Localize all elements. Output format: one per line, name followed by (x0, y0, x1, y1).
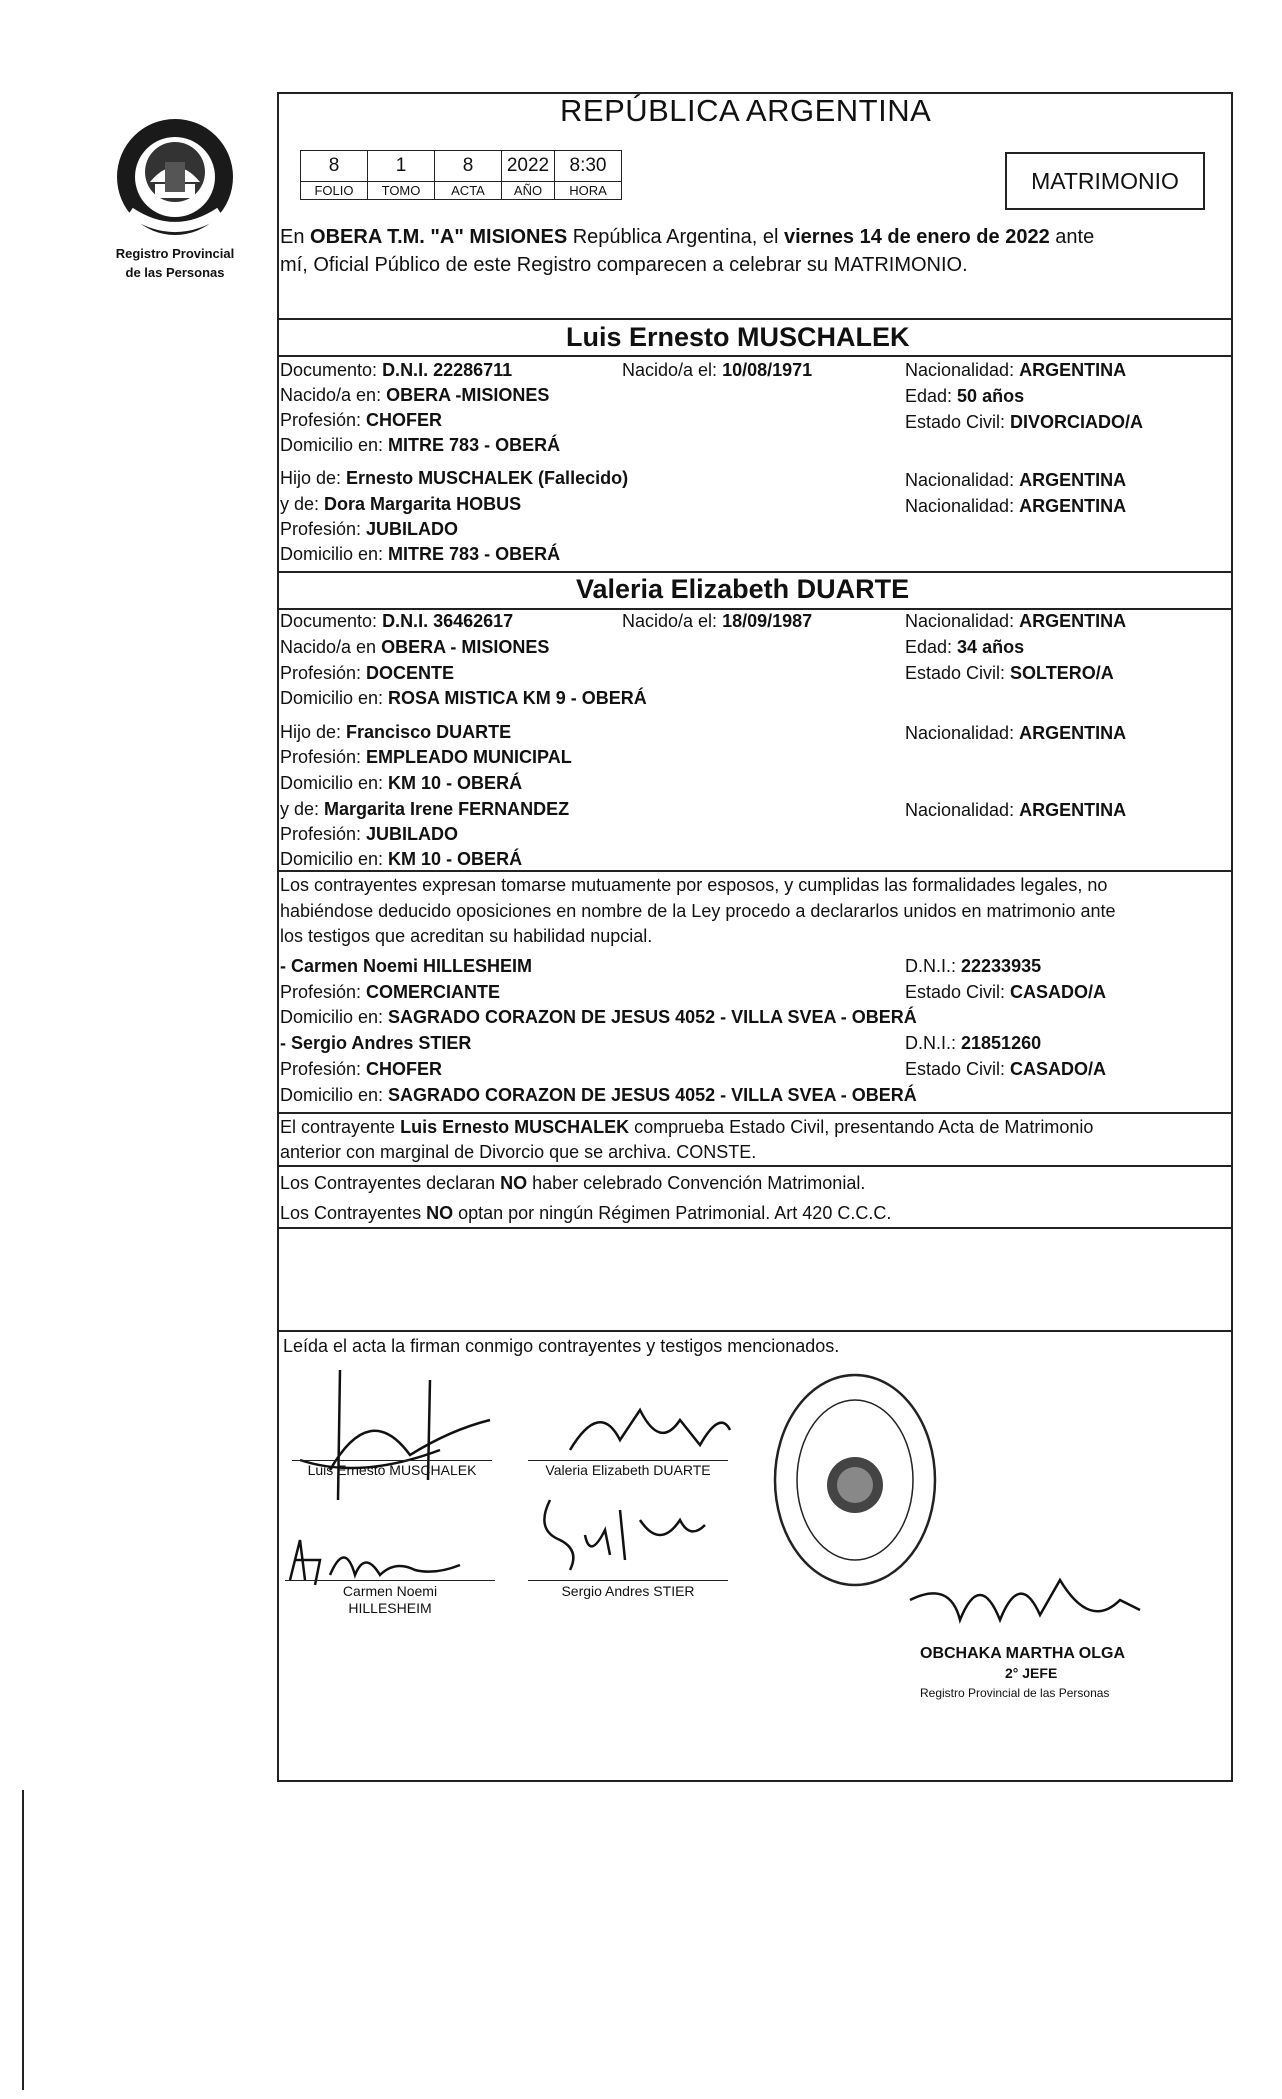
anio-label: AÑO (502, 182, 555, 200)
note-convention: Los Contrayentes declaran NO haber celebrado Convención Matrimonial. (280, 1173, 866, 1193)
registry-org-line1: Registro Provincial (115, 246, 235, 261)
witness-2-dni: D.N.I.: 21851260 (905, 1033, 1042, 1053)
bride-mother: y de: Margarita Irene FERNANDEZ (280, 799, 570, 819)
official-role: 2° JEFE (1005, 1665, 1058, 1681)
intro-line-2: mí, Oficial Público de este Registro comparecen a celebrar su MATRIMONIO. (280, 254, 968, 276)
witness-1-signature-line (285, 1580, 495, 1581)
acta-value: 8 (435, 151, 502, 182)
witness-1-signature-label-line2: HILLESHEIM (348, 1600, 432, 1616)
witness-1-profession: Profesión: COMERCIANTE (280, 982, 501, 1002)
groom-age: Edad: 50 años (905, 386, 1025, 406)
bride-nationality: Nacionalidad: ARGENTINA (905, 611, 1127, 631)
bride-document: Documento: D.N.I. 36462617 (280, 611, 514, 631)
page-title: REPÚBLICA ARGENTINA (560, 93, 932, 128)
groom-father-nationality: Nacionalidad: ARGENTINA (905, 470, 1127, 490)
tomo-value: 1 (368, 151, 435, 182)
divider (277, 870, 1233, 872)
witness-1-address: Domicilio en: SAGRADO CORAZON DE JESUS 4052 - VILLA SVEA - OBERÁ (280, 1007, 917, 1027)
bride-profession: Profesión: DOCENTE (280, 663, 455, 683)
bride-signature-icon (560, 1390, 740, 1470)
divider (277, 318, 1233, 320)
closing-statement: Leída el acta la firman conmigo contrayentes y testigos mencionados. (283, 1336, 840, 1356)
note-civil-status-1: El contrayente Luis Ernesto MUSCHALEK comprueba Estado Civil, presentando Acta de Matrimonio (280, 1117, 1094, 1137)
hora-label: HORA (555, 182, 622, 200)
declaration-line-2: habiéndose deducido oposiciones en nombre de la Ley procedo a declararlos unidos en matrimonio ante (280, 901, 1116, 921)
folio-value: 8 (301, 151, 368, 182)
witness-2-signature-line (528, 1580, 728, 1581)
bride-name: Valeria Elizabeth DUARTE (576, 574, 910, 604)
witness-2-profession: Profesión: CHOFER (280, 1059, 443, 1079)
bride-father: Hijo de: Francisco DUARTE (280, 722, 512, 742)
groom-document: Documento: D.N.I. 22286711 (280, 360, 513, 380)
groom-name: Luis Ernesto MUSCHALEK (566, 322, 910, 352)
divider (277, 571, 1233, 573)
groom-civil-status: Estado Civil: DIVORCIADO/A (905, 412, 1144, 432)
witness-1-dni: D.N.I.: 22233935 (905, 956, 1042, 976)
bride-birthplace: Nacido/a en OBERA - MISIONES (280, 637, 550, 657)
declaration-line-3: los testigos que acreditan su habilidad nupcial. (280, 926, 653, 946)
divider (277, 1227, 1233, 1229)
bride-father-nationality: Nacionalidad: ARGENTINA (905, 723, 1127, 743)
groom-birthplace: Nacido/a en: OBERA -MISIONES (280, 385, 550, 405)
bride-mother-nationality: Nacionalidad: ARGENTINA (905, 800, 1127, 820)
hora-value: 8:30 (555, 151, 622, 182)
bride-father-profession: Profesión: EMPLEADO MUNICIPAL (280, 747, 572, 767)
groom-profession: Profesión: CHOFER (280, 410, 443, 430)
groom-birthdate: Nacido/a el: 10/08/1971 (622, 360, 813, 380)
scan-edge-mark (22, 1790, 24, 2090)
note-civil-status-2: anterior con marginal de Divorcio que se archiva. CONSTE. (280, 1142, 757, 1162)
groom-signature-icon (290, 1360, 520, 1510)
bride-age: Edad: 34 años (905, 637, 1025, 657)
province-seal-icon (110, 112, 240, 242)
groom-mother-nationality: Nacionalidad: ARGENTINA (905, 496, 1127, 516)
witness-2-civil-status: Estado Civil: CASADO/A (905, 1059, 1107, 1079)
bride-mother-profession: Profesión: JUBILADO (280, 824, 459, 844)
witness-2-signature-icon (530, 1490, 710, 1580)
acta-label: ACTA (435, 182, 502, 200)
witness-1-signature-icon (285, 1530, 485, 1590)
witness-2-address: Domicilio en: SAGRADO CORAZON DE JESUS 4052 - VILLA SVEA - OBERÁ (280, 1085, 917, 1105)
official-name: OBCHAKA MARTHA OLGA (920, 1645, 1126, 1662)
bride-address: Domicilio en: ROSA MISTICA KM 9 - OBERÁ (280, 688, 647, 708)
witness-2-name: - Sergio Andres STIER (280, 1033, 472, 1053)
witness-1-civil-status: Estado Civil: CASADO/A (905, 982, 1107, 1002)
declaration-line-1: Los contrayentes expresan tomarse mutuamente por esposos, y cumplidas las formalidades legales, no (280, 875, 1108, 895)
bride-birthdate: Nacido/a el: 18/09/1987 (622, 611, 813, 631)
groom-signature-line (292, 1460, 492, 1461)
divider (277, 1330, 1233, 1332)
registry-stamp-icon (770, 1370, 940, 1590)
bride-civil-status: Estado Civil: SOLTERO/A (905, 663, 1114, 683)
intro-line-1: En OBERA T.M. "A" MISIONES República Argentina, el viernes 14 de enero de 2022 ante (280, 226, 1095, 248)
witness-1-signature-label-line1: Carmen Noemi (342, 1583, 438, 1599)
record-type-box: MATRIMONIO (1005, 152, 1205, 210)
witness-2-signature-label: Sergio Andres STIER (561, 1583, 695, 1599)
groom-mother: y de: Dora Margarita HOBUS (280, 494, 522, 514)
divider (277, 1165, 1233, 1167)
groom-parents-profession: Profesión: JUBILADO (280, 519, 459, 539)
bride-signature-label: Valeria Elizabeth DUARTE (545, 1462, 711, 1478)
groom-signature-label: Luis Ernesto MUSCHALEK (307, 1462, 477, 1478)
anio-value: 2022 (502, 151, 555, 182)
witness-1-name: - Carmen Noemi HILLESHEIM (280, 956, 533, 976)
groom-parents-address: Domicilio en: MITRE 783 - OBERÁ (280, 544, 561, 564)
note-regime: Los Contrayentes NO optan por ningún Régimen Patrimonial. Art 420 C.C.C. (280, 1203, 892, 1223)
groom-address: Domicilio en: MITRE 783 - OBERÁ (280, 435, 561, 455)
groom-father: Hijo de: Ernesto MUSCHALEK (Fallecido) (280, 468, 629, 488)
bride-father-address: Domicilio en: KM 10 - OBERÁ (280, 773, 523, 793)
record-reference-table (300, 150, 622, 200)
tomo-label: TOMO (368, 182, 435, 200)
registry-logo (100, 112, 250, 292)
groom-nationality: Nacionalidad: ARGENTINA (905, 360, 1127, 380)
bride-signature-line (528, 1460, 728, 1461)
divider (277, 1112, 1233, 1114)
divider (277, 355, 1233, 357)
registry-org-line2: de las Personas (125, 265, 225, 280)
bride-mother-address: Domicilio en: KM 10 - OBERÁ (280, 849, 523, 869)
official-org: Registro Provincial de las Personas (920, 1686, 1110, 1700)
folio-label: FOLIO (301, 182, 368, 200)
